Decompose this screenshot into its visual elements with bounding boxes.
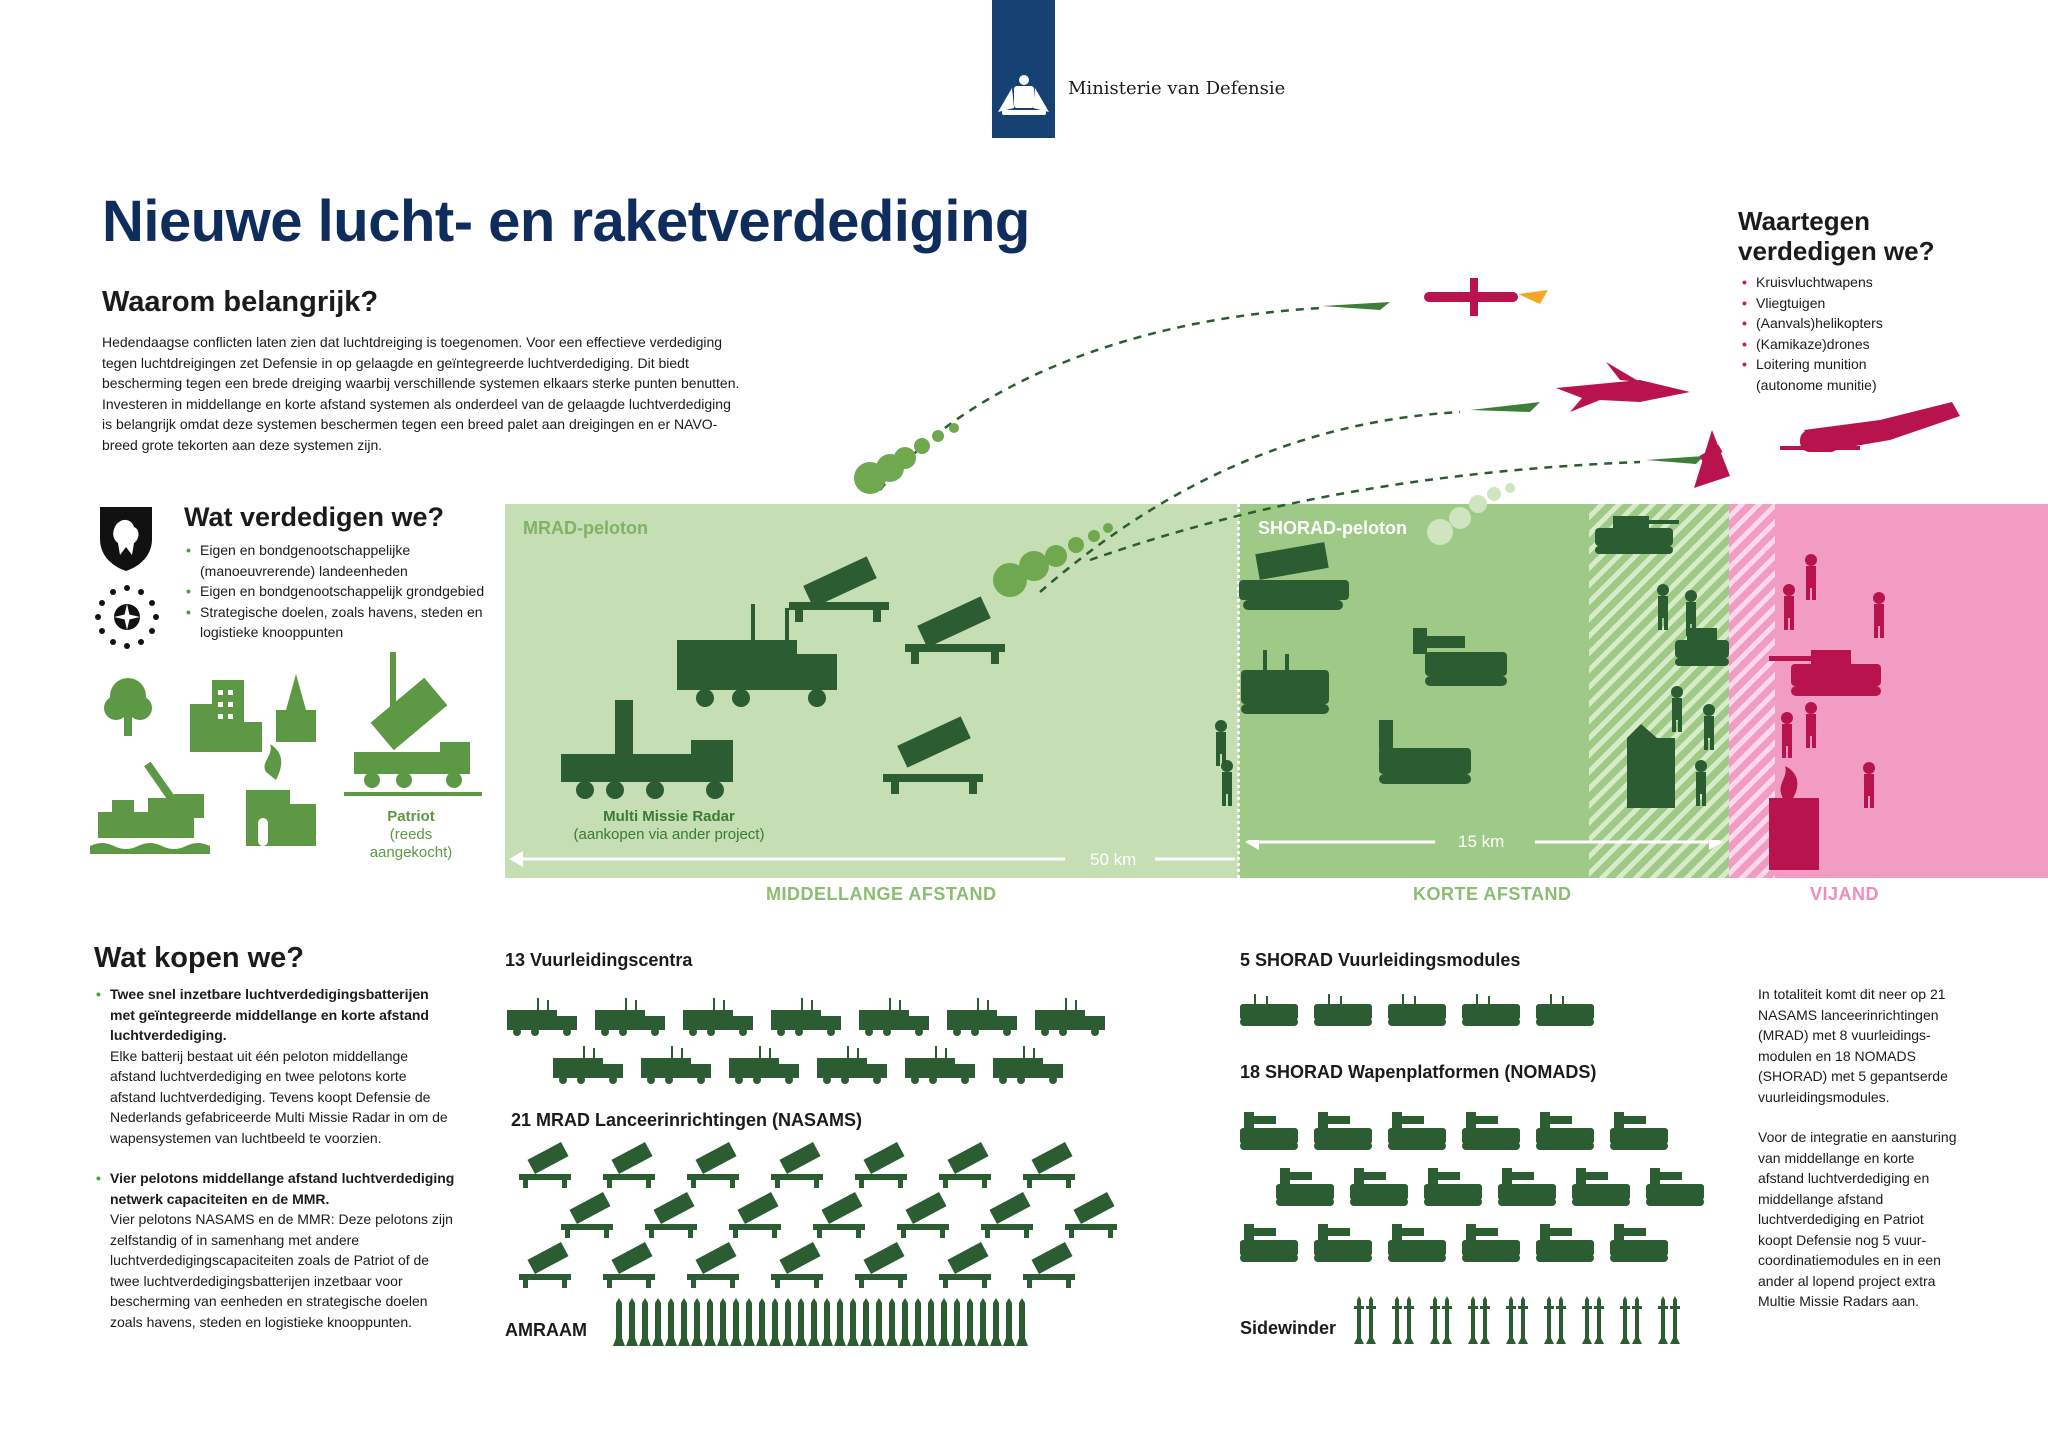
sidewinder-missile-icon bbox=[1468, 1296, 1478, 1344]
amraam-missile-icon bbox=[951, 1298, 963, 1346]
soldier-icon bbox=[1695, 760, 1707, 806]
enemy-tank-icon bbox=[1675, 628, 1729, 666]
band-short-range: KORTE AFSTAND bbox=[1413, 884, 1572, 904]
nasams-launcher-icon bbox=[1023, 1242, 1075, 1288]
amraam-missile-icon bbox=[834, 1298, 846, 1346]
amraam-missile-icon bbox=[912, 1298, 924, 1346]
mmr-label: Multi Missie Radar bbox=[603, 808, 735, 825]
fire-control-truck-icon bbox=[1035, 998, 1105, 1036]
threat-item: • (Aanvals)helikopters bbox=[1742, 313, 2002, 334]
sidewinder-missile-icon bbox=[1594, 1296, 1604, 1344]
nasams-launcher-icon bbox=[939, 1242, 991, 1288]
against-heading-line2: verdedigen we? bbox=[1738, 236, 1935, 266]
band-mid-range: MIDDELLANGE AFSTAND bbox=[766, 884, 997, 904]
nasams-launcher-icon bbox=[905, 596, 1005, 664]
fire-control-truck-icon bbox=[817, 1046, 887, 1084]
enemy-soldier-icon bbox=[1805, 702, 1817, 748]
nomads-vehicle-icon bbox=[1240, 1224, 1298, 1262]
trajectory-1 bbox=[880, 308, 1320, 490]
amraam-missile-icon bbox=[743, 1298, 755, 1346]
amraam-missiles bbox=[612, 1298, 1032, 1348]
enemy-tank-icon bbox=[1769, 650, 1881, 696]
sidewinder-missile-icon bbox=[1392, 1296, 1402, 1344]
nomads-icons bbox=[1238, 1106, 1708, 1266]
fire-control-truck-icon bbox=[905, 1046, 975, 1084]
sidewinder-missile-icon bbox=[1670, 1296, 1680, 1344]
nomads-vehicle-icon bbox=[1462, 1224, 1520, 1262]
amraam-missile-icon bbox=[1016, 1298, 1028, 1346]
nasams-launcher-icon bbox=[1065, 1192, 1117, 1238]
sidewinder-missile-icon bbox=[1556, 1296, 1566, 1344]
distance-15km: 15 km bbox=[1458, 832, 1505, 851]
soldier-icon bbox=[1221, 760, 1233, 806]
soldier-icon bbox=[1703, 704, 1715, 750]
nomads-vehicle-icon bbox=[1536, 1112, 1594, 1150]
band-enemy: VIJAND bbox=[1810, 884, 1880, 904]
amraam-missile-icon bbox=[990, 1298, 1002, 1346]
amraam-missile-icon bbox=[704, 1298, 716, 1346]
multi-missie-radar-icon bbox=[561, 700, 733, 799]
burning-building-icon bbox=[1769, 766, 1819, 870]
nomads-vehicle-icon bbox=[1240, 1112, 1298, 1150]
armored-fire-control-icon bbox=[1241, 650, 1329, 714]
amraam-missile-icon bbox=[756, 1298, 768, 1346]
sidewinder-missile-icon bbox=[1518, 1296, 1528, 1344]
amraam-missile-icon bbox=[1003, 1298, 1015, 1346]
amraam-label: AMRAAM bbox=[505, 1320, 587, 1340]
sidewinder-label: Sidewinder bbox=[1240, 1318, 1337, 1338]
nomads-vehicle-icon bbox=[1314, 1224, 1372, 1262]
nomads-vehicle-icon bbox=[1388, 1112, 1446, 1150]
sidewinder-missile-icon bbox=[1354, 1296, 1364, 1344]
amraam-missile-icon bbox=[652, 1298, 664, 1346]
armored-fire-control-icon bbox=[1240, 994, 1298, 1026]
nasams-launcher-icon bbox=[855, 1142, 907, 1188]
nasams-launcher-icon bbox=[561, 1192, 613, 1238]
nasams-launcher-icon bbox=[771, 1142, 823, 1188]
enemy-soldier-icon bbox=[1781, 712, 1793, 758]
nasams-launcher-icon bbox=[645, 1192, 697, 1238]
nasams-launcher-icon bbox=[897, 1192, 949, 1238]
nomads-vehicle-icon bbox=[1462, 1112, 1520, 1150]
sidewinder-missile-icon bbox=[1366, 1296, 1376, 1344]
amraam-missile-icon bbox=[977, 1298, 989, 1346]
fighter-jet-icon bbox=[1556, 362, 1690, 412]
fire-control-truck-icon bbox=[553, 1046, 623, 1084]
nasams-launcher-icon bbox=[771, 1242, 823, 1288]
enemy-soldier-icon bbox=[1873, 592, 1885, 638]
buy-heading: Wat kopen we? bbox=[94, 942, 304, 974]
bullet-marker: • bbox=[96, 1170, 101, 1186]
nomads-vehicle-icon bbox=[1610, 1112, 1668, 1150]
enemy-air-threats bbox=[1424, 278, 1960, 488]
amraam-missile-icon bbox=[886, 1298, 898, 1346]
amraam-missile-icon bbox=[925, 1298, 937, 1346]
buy-bullet-1 bbox=[96, 984, 456, 1148]
fire-control-truck-icon bbox=[507, 998, 577, 1036]
amraam-missile-icon bbox=[808, 1298, 820, 1346]
distance-50km: 50 km bbox=[1090, 850, 1137, 869]
mrad-label: MRAD-peloton bbox=[523, 518, 648, 538]
page-title: Nieuwe lucht- en raketverdediging bbox=[102, 189, 1030, 254]
buy-bullet-1-text: Elke batterij bestaat uit één peloton middellange afstand luchtverdediging en twee pelotons korte afstand luchtverdediging. Tevens koopt Defensie de Nederlands gefabriceerde Multi Missie Radar in om de wapensystemen van luchtbeeld te voorzien. bbox=[110, 1047, 448, 1146]
armored-fire-control-icon bbox=[1462, 994, 1520, 1026]
amraam-missile-icon bbox=[795, 1298, 807, 1346]
patriot-note-1: (reeds bbox=[389, 826, 433, 843]
buy-bullet-1-title: Twee snel inzetbare luchtverdedigingsbatterijen met geïntegreerde middellange en korte afstand luchtverdediging. bbox=[110, 986, 429, 1043]
threat-item-note: (autonome munitie) bbox=[1756, 376, 1877, 393]
enemy-soldier-icon bbox=[1863, 762, 1875, 808]
amraam-missile-icon bbox=[873, 1298, 885, 1346]
why-heading: Waarom belangrijk? bbox=[102, 286, 379, 318]
nasams-heading: 21 MRAD Lanceerinrichtingen (NASAMS) bbox=[511, 1110, 863, 1130]
nomads-vehicle-icon bbox=[1388, 1224, 1446, 1262]
amraam-missile-icon bbox=[821, 1298, 833, 1346]
threat-item: • Loitering munition bbox=[1742, 354, 2002, 375]
nasams-launcher-icon bbox=[813, 1192, 865, 1238]
mmr-note: (aankopen via ander project) bbox=[573, 826, 765, 843]
nasams-launcher-icon bbox=[939, 1142, 991, 1188]
why-text: Hedendaagse conflicten laten zien dat luchtdreiging is toegenomen. Voor een effectieve verdediging tegen luchtdreigingen zet Defensie in op gelaagde en geïntegreerde luchtverdediging. Dit biedt bescherming tegen een brede dreiging waarbij verschillende systemen elkaars sterke punten benutten. Investeren in middellange en korte afstand systemen als onderdeel van de gelaagde luchtverdediging is belangrijk omdat deze systemen beschermen tegen een breed palet aan dreigingen en er NAVO-breed grote tekorten aan deze systemen zijn. bbox=[102, 334, 740, 453]
attack-helicopter-icon bbox=[1780, 402, 1960, 452]
patriot-label: Patriot bbox=[387, 808, 435, 825]
sidewinder-missile-icon bbox=[1404, 1296, 1414, 1344]
armored-fire-control-icon bbox=[1314, 994, 1372, 1026]
fire-control-truck-icon bbox=[595, 998, 665, 1036]
fire-control-truck-icon bbox=[947, 998, 1017, 1036]
fire-control-truck-icon bbox=[771, 998, 841, 1036]
enemy-soldier-icon bbox=[1805, 554, 1817, 600]
nasams-launcher-icon bbox=[789, 556, 889, 622]
amraam-missile-icon bbox=[899, 1298, 911, 1346]
nomads-vehicle-icon bbox=[1646, 1168, 1704, 1206]
cruise-missile-icon bbox=[1424, 278, 1548, 316]
sidewinder-missile-icon bbox=[1632, 1296, 1642, 1344]
amraam-missile-icon bbox=[964, 1298, 976, 1346]
amraam-missile-icon bbox=[847, 1298, 859, 1346]
enemy-soldier-icon bbox=[1783, 584, 1795, 630]
bullet-marker: • bbox=[96, 986, 101, 1002]
summary-paragraph-2: Voor de integratie en aansturing van middellange en korte afstand luchtverdediging en middellange afstand luchtverdediging en Patriot koopt Defensie nog 5 vuur-coordinatiemodules en in een ander al lopend project extra Multie Missie Radars aan. bbox=[1758, 1129, 1957, 1309]
amraam-missile-icon bbox=[626, 1298, 638, 1346]
summary-block bbox=[1758, 984, 1958, 1312]
fire-control-truck-icon bbox=[993, 1046, 1063, 1084]
enemy-tank-icon bbox=[1595, 516, 1679, 554]
sidewinder-missile-icon bbox=[1442, 1296, 1452, 1344]
amraam-missile-icon bbox=[613, 1298, 625, 1346]
buy-bullet-2 bbox=[96, 1168, 456, 1332]
fire-control-truck-icon bbox=[859, 998, 929, 1036]
nasams-launcher-icon bbox=[981, 1192, 1033, 1238]
ministry-name: Ministerie van Defensie bbox=[1068, 78, 1286, 99]
vuurleiding-heading: 13 Vuurleidingscentra bbox=[505, 950, 693, 970]
nasams-launcher-icon bbox=[603, 1242, 655, 1288]
enemy-ground-units bbox=[1729, 504, 2048, 878]
amraam-missile-icon bbox=[717, 1298, 729, 1346]
fire-control-truck-icon bbox=[677, 604, 837, 707]
mmr-caption bbox=[554, 808, 784, 844]
nasams-launcher-icon bbox=[687, 1242, 739, 1288]
armored-fire-control-icon bbox=[1536, 994, 1594, 1026]
soldier-icon bbox=[1657, 584, 1669, 630]
nomads-heading: 18 SHORAD Wapenplatformen (NOMADS) bbox=[1240, 1062, 1597, 1082]
nasams-launcher-icon bbox=[729, 1192, 781, 1238]
nomads-vehicle-icon bbox=[1350, 1168, 1408, 1206]
nomads-vehicle-icon bbox=[1379, 720, 1471, 784]
nomads-vehicle-icon bbox=[1413, 628, 1507, 686]
defend-heading: Wat verdedigen we? bbox=[184, 502, 445, 532]
shorad-label: SHORAD-peloton bbox=[1258, 518, 1407, 538]
nasams-launcher-icon bbox=[883, 716, 983, 794]
sidewinder-missile-icon bbox=[1480, 1296, 1490, 1344]
ruined-building-icon bbox=[1627, 724, 1675, 808]
defend-item: • Strategische doelen, zoals havens, steden en logistieke knooppunten bbox=[186, 602, 496, 643]
nasams-launcher-icon bbox=[603, 1142, 655, 1188]
nomads-vehicle-icon bbox=[1314, 1112, 1372, 1150]
defend-item: • Eigen en bondgenootschappelijke (manoeuvrerende) landeenheden bbox=[186, 540, 496, 581]
buy-bullet-2-title: Vier pelotons middellange afstand luchtverdediging netwerk capaciteiten en de MMR. bbox=[110, 1170, 455, 1207]
threat-item: • Kruisvluchtwapens bbox=[1742, 272, 2002, 293]
sidewinder-missile-icon bbox=[1582, 1296, 1592, 1344]
nasams-icons bbox=[515, 1140, 1135, 1300]
sidewinder-missile-icon bbox=[1620, 1296, 1630, 1344]
nasams-launcher-icon bbox=[519, 1242, 571, 1288]
threat-item: • Vliegtuigen bbox=[1742, 293, 2002, 314]
nasams-launcher-icon bbox=[1023, 1142, 1075, 1188]
nasams-launcher-icon bbox=[519, 1142, 571, 1188]
against-heading-line1: Waartegen bbox=[1738, 206, 1870, 236]
sidewinder-missile-icon bbox=[1544, 1296, 1554, 1344]
sidewinder-missile-icon bbox=[1658, 1296, 1668, 1344]
amraam-missile-icon bbox=[860, 1298, 872, 1346]
sidewinder-missile-icon bbox=[1506, 1296, 1516, 1344]
soldier-icon bbox=[1215, 720, 1227, 766]
shorad-fc-icons bbox=[1238, 990, 1618, 1030]
amraam-missile-icon bbox=[730, 1298, 742, 1346]
infantry-soldiers bbox=[1215, 720, 1233, 806]
sidewinder-missiles bbox=[1352, 1296, 1692, 1346]
nomads-vehicle-icon bbox=[1276, 1168, 1334, 1206]
amraam-missile-icon bbox=[938, 1298, 950, 1346]
amraam-missile-icon bbox=[782, 1298, 794, 1346]
nasams-launcher-icon bbox=[855, 1242, 907, 1288]
nasams-launcher-icon bbox=[687, 1142, 739, 1188]
nomads-vehicle-icon bbox=[1572, 1168, 1630, 1206]
nomads-vehicle-icon bbox=[1610, 1224, 1668, 1262]
amraam-missile-icon bbox=[691, 1298, 703, 1346]
nomads-vehicle-icon bbox=[1424, 1168, 1482, 1206]
sidewinder-missile-icon bbox=[1430, 1296, 1440, 1344]
amraam-missile-icon bbox=[678, 1298, 690, 1346]
soldier-icon bbox=[1671, 686, 1683, 732]
nomads-vehicle-icon bbox=[1536, 1224, 1594, 1262]
vuurleiding-icons bbox=[505, 990, 1115, 1090]
defend-item: • Eigen en bondgenootschappelijk grondgebied bbox=[186, 581, 496, 602]
fire-control-truck-icon bbox=[729, 1046, 799, 1084]
fire-control-truck-icon bbox=[683, 998, 753, 1036]
buy-section bbox=[96, 984, 456, 1332]
summary-paragraph-1: In totaliteit komt dit neer op 21 NASAMS lanceerinrichtingen (MRAD) met 8 vuurleidings-modulen en 18 NOMADS (SHORAD) met 5 gepantserde vuurleidingsmodules. bbox=[1758, 986, 1948, 1105]
fire-control-truck-icon bbox=[641, 1046, 711, 1084]
armored-fire-control-icon bbox=[1388, 994, 1446, 1026]
threat-item: • (Kamikaze)drones bbox=[1742, 334, 2002, 355]
patriot-note-2: aangekocht) bbox=[369, 844, 453, 861]
nomads-vehicle-icon bbox=[1498, 1168, 1556, 1206]
shorad-fc-heading: 5 SHORAD Vuurleidingsmodules bbox=[1240, 950, 1521, 970]
amraam-missile-icon bbox=[769, 1298, 781, 1346]
shorad-units bbox=[1239, 504, 1729, 878]
amraam-missile-icon bbox=[665, 1298, 677, 1346]
nomads-vehicle-icon bbox=[1239, 542, 1349, 610]
buy-bullet-2-text: Vier pelotons NASAMS en de MMR: Deze pelotons zijn zelfstandig of in samenhang met andere luchtverdedigingscapaciteiten zoals de Patriot of de twee luchtverdedigingsbatterijen inzetbaar voor bescherming van eenheden en strategische doelen zoals havens, steden en logistieke knooppunten. bbox=[110, 1211, 453, 1330]
amraam-missile-icon bbox=[639, 1298, 651, 1346]
